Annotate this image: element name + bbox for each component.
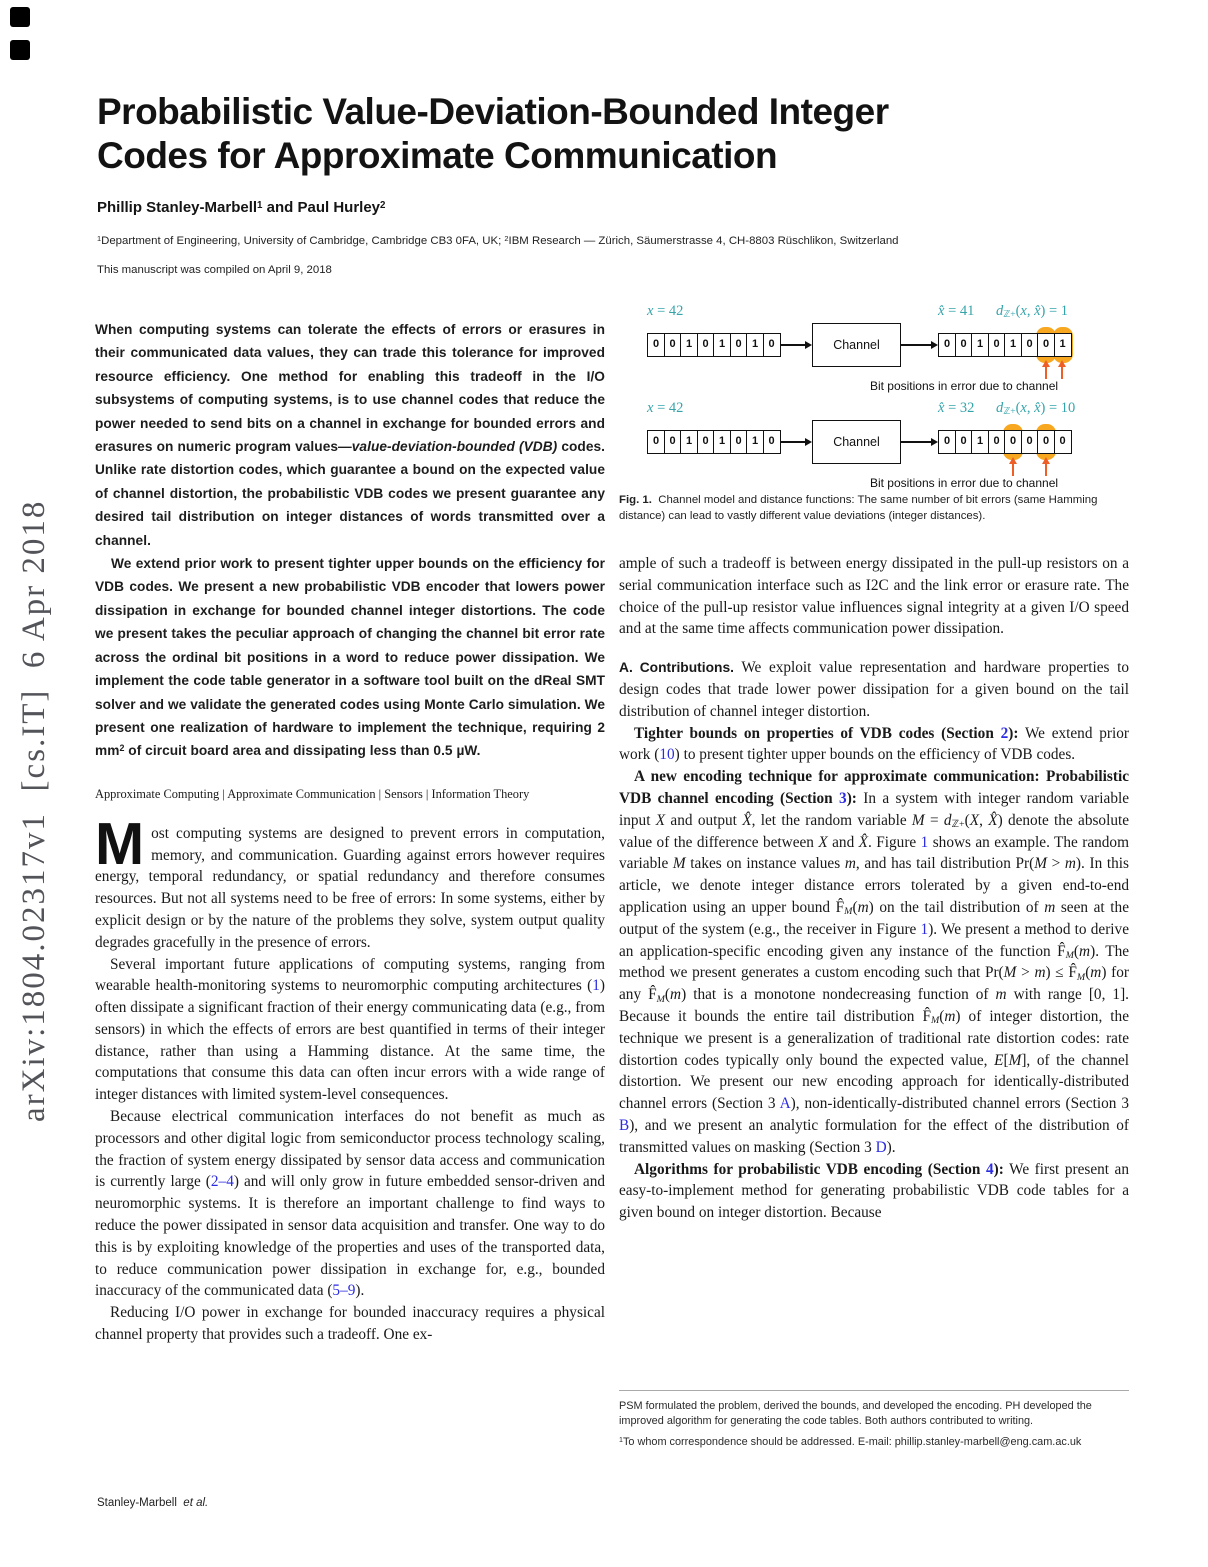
paper-title bbox=[97, 90, 1132, 178]
arxiv-stamp: arXiv:1804.02317v1 [cs.IT] 6 Apr 2018 bbox=[16, 499, 52, 1122]
bit-cell: 0 bbox=[697, 333, 715, 357]
title-line-1: Probabilistic Value-Deviation-Bounded Integer bbox=[97, 91, 889, 132]
bit-cell: 1 bbox=[713, 430, 731, 454]
bit-cell: 0 bbox=[1054, 430, 1072, 454]
bit-cell: 1 bbox=[713, 333, 731, 357]
input-bit-row bbox=[647, 333, 781, 357]
algorithms-paragraph: Algorithms for probabilistic VDB encoding (Section 4): We first present an easy-to-implement method for generating probabilistic VDB code tables for a given bound on integer distortion. Because bbox=[619, 1160, 1129, 1222]
channel-box-label: Channel bbox=[833, 435, 880, 449]
integer-distance-label: $d_{ℤ+}(x$, x̂) = 10 bbox=[996, 400, 1076, 418]
citation-link[interactable]: 5–9 bbox=[332, 1282, 356, 1300]
citation-link[interactable]: D bbox=[875, 1138, 887, 1156]
corner-mark-icon bbox=[10, 40, 30, 60]
corner-mark-icon bbox=[10, 7, 30, 27]
abstract bbox=[95, 318, 605, 763]
citation-link[interactable]: 1 bbox=[592, 977, 600, 995]
error-arrow-icon bbox=[1045, 463, 1047, 476]
channel-box bbox=[812, 323, 901, 367]
bit-cell: 1 bbox=[746, 333, 764, 357]
dropcap-letter: M bbox=[95, 810, 145, 877]
compiled-date-line: This manuscript was compiled on April 9, 2018 bbox=[97, 264, 332, 276]
citation-link[interactable]: 3 bbox=[839, 789, 847, 807]
bit-cell: 0 bbox=[938, 333, 956, 357]
citation-link[interactable]: A bbox=[779, 1095, 791, 1113]
intro-paragraph-4: Reducing I/O power in exchange for bounded inaccuracy requires a physical channel property that provides such a tradeoff. One ex- bbox=[95, 1304, 605, 1344]
input-value-label: x = 42 bbox=[647, 400, 684, 416]
output-bit-row bbox=[938, 333, 1072, 357]
bit-cell: 0 bbox=[647, 430, 665, 454]
page-footer-author: Stanley-Marbell et al. bbox=[97, 1497, 209, 1509]
output-value-label: x̂ = 32 bbox=[938, 400, 975, 416]
abstract-paragraph-2: We extend prior work to present tighter upper bounds on the efficiency for VDB codes. We present a new probabilistic VDB encoder that lowers power dissipation in exchange for bounded channel integer distortions. The code we present takes the peculiar approach of changing the channel bit error rate across the ordinal bit positions in a word to reduce power dissipation. We implement the code table generator in a software tool built on the dReal SMT solver and we validate the generated codes using Monte Carlo simulation. We present one realization of hardware to implement the technique, requiring 2 $mm^2$ of circuit board area and dissipating less than 0.5 µW. bbox=[95, 556, 605, 759]
bit-cell: 1 bbox=[971, 430, 989, 454]
bit-cell: 0 bbox=[763, 333, 781, 357]
correspondence-footnote: $^1$To whom correspondence should be addressed. E-mail: phillip.stanley-marbell@eng.cam.ac.uk bbox=[619, 1435, 1082, 1448]
input-bit-row bbox=[647, 430, 781, 454]
bit-error-caption: Bit positions in error due to channel bbox=[869, 476, 1059, 490]
two-column-body bbox=[95, 303, 1129, 1346]
bit-cell: 1 bbox=[680, 430, 698, 454]
bit-cell: 0 bbox=[955, 333, 973, 357]
intro-paragraph-3: Because electrical communication interfaces do not benefit as much as processors and other digital logic from semiconductor process technology scaling, the fraction of system energy dissipated by sensor data access and communication is currently large (2–4) and will only grow in future embedded sensor-driven and neuromorphic systems. It is therefore an important challenge to find ways to reduce the power dissipated in sensor data acquisition and transfer. One way to do this is by exploiting knowledge of the properties and uses of the transported data, to reduce communication power dissipation in exchange for, e.g., bounded inaccuracy of the communicated data (5–9). bbox=[95, 1108, 605, 1300]
error-arrow-icon bbox=[1012, 463, 1014, 476]
bit-cell: 0 bbox=[730, 333, 748, 357]
bit-cell: 1 bbox=[1054, 333, 1072, 357]
abstract-paragraph-1: When computing systems can tolerate the effects of errors or erasures in their communicated data values, they can trade this tolerance for improved resource efficiency. One method for enabling this tradeoff in the I/O subsystems of computing systems, is to use channel codes that reduce the power needed to send bits on a channel in exchange for bounded errors and erasures on numeric program values—value-deviation-bounded (VDB) codes. Unlike rate distortion codes, which guarantee a bound on the expected value of channel distortion, the probabilistic VDB codes we present guarantee any desired tail distribution on integer distances of words transmitted over a channel. bbox=[95, 322, 605, 548]
citation-link[interactable]: 2–4 bbox=[210, 1173, 234, 1191]
channel-box bbox=[812, 420, 901, 464]
right-column-text bbox=[619, 553, 1129, 1224]
channel-model-row bbox=[619, 303, 1129, 399]
bit-cell: 1 bbox=[971, 333, 989, 357]
citation-link[interactable]: 1 bbox=[920, 833, 929, 851]
bit-cell: 0 bbox=[1021, 333, 1039, 357]
bit-cell: 1 bbox=[1004, 333, 1022, 357]
bit-cell: 0 bbox=[988, 333, 1006, 357]
bit-cell: 0 bbox=[1037, 333, 1055, 357]
figure-1-diagram bbox=[619, 303, 1129, 535]
footnote-block bbox=[619, 1390, 1129, 1450]
affiliations-line: $^1$Department of Engineering, University of Cambridge, Cambridge CB3 0FA, UK; $^2$IBM Research — Zürich, Säumerstrasse 4, CH-8803 Rüschlikon, Switzerland bbox=[97, 233, 899, 247]
error-arrow-icon bbox=[1045, 366, 1047, 379]
citation-link[interactable]: 2 bbox=[1000, 724, 1009, 742]
bit-cell: 0 bbox=[1037, 430, 1055, 454]
continuation-paragraph: ample of such a tradeoff is between energy dissipated in the pull-up resistors on a serial communication interface such as I2C and the link error or erasure rate. The choice of the pull-up resistor value influences signal integrity at a given I/O speed and at the same time affects communication power dissipation. bbox=[619, 555, 1129, 638]
citation-link[interactable]: 10 bbox=[659, 746, 675, 764]
arrow-from-channel-icon bbox=[901, 344, 931, 346]
bit-cell: 0 bbox=[763, 430, 781, 454]
bit-cell: 0 bbox=[988, 430, 1006, 454]
bit-cell: 1 bbox=[746, 430, 764, 454]
citation-link[interactable]: 4 bbox=[985, 1160, 994, 1178]
error-arrow-icon bbox=[1061, 366, 1063, 379]
bit-cell: 0 bbox=[647, 333, 665, 357]
citation-link[interactable]: B bbox=[619, 1116, 630, 1134]
citation-link[interactable]: 1 bbox=[920, 920, 929, 938]
bit-cell: 0 bbox=[938, 430, 956, 454]
channel-box-label: Channel bbox=[833, 338, 880, 352]
paper-header bbox=[97, 90, 1132, 276]
arrow-from-channel-icon bbox=[901, 441, 931, 443]
intro-paragraph-1-text: ost computing systems are designed to prevent errors in computation, memory, and communication. Guarding against errors however requires energy, temporal redundancy, or spatial redundancy and therefore consumes resources. But not all systems need to be free of errors: In some systems, either by explicit design or by the nature of the problems they solve, system output quality degrades gracefully in the presence of errors. bbox=[95, 824, 605, 951]
bit-cell: 0 bbox=[697, 430, 715, 454]
keywords-line: Approximate Computing | Approximate Communication | Sensors | Information Theory bbox=[95, 786, 530, 801]
input-value-label: x = 42 bbox=[647, 303, 684, 319]
new-encoding-paragraph: A new encoding technique for approximate communication: Probabilistic VDB channel encoding (Section 3): In a system with integer random variable input X and output X̂, let the random variable $M = d_{ℤ+}(X$, X̂) denote the absolute value of the difference between X and X̂. Figure 1 shows an example. The random variable M takes on instance values m, and has tail distribution Pr(M > m). In this article, we denote integer distance errors tolerated by a given end-to-end application using an upper bound $F̂_M(m)$ on the tail distribution of m seen at the output of the system (e.g., the receiver in Figure 1). We present a method to derive an application-specific encoding given any instance of the function $F̂_M(m)$. The method we present generates a custom encoding such that $Pr(M > m) \le F̂_M(m)$ for any $F̂_M(m)$ that is a monotone nondecreasing function of m with range [0, 1]. Because it bounds the entire tail distribution $F̂_M(m)$ of integer distortion, the technique we present is a generalization of traditional rate distortion codes: rate distortion codes typically only bound the expected value, E[M], of the channel distortion. We present our new encoding approach for identically-distributed channel errors (Section 3 A), non-identically-distributed channel errors (Section 3 B), and we present an analytic formulation for the effect of the distribution of transmitted values on masking (Section 3 D). bbox=[619, 768, 1130, 1156]
contributions-section: A. Contributions. We exploit value representation and hardware properties to design codes that trade lower power dissipation for a given bound on the tail distribution of channel integer distortion. bbox=[619, 659, 1129, 720]
bit-cell: 0 bbox=[955, 430, 973, 454]
bit-cell: 0 bbox=[1004, 430, 1022, 454]
intro-paragraph-1 bbox=[95, 810, 605, 954]
output-value-label: x̂ = 41 bbox=[938, 303, 975, 319]
bit-cell: 1 bbox=[680, 333, 698, 357]
channel-model-row bbox=[619, 400, 1129, 496]
bit-cell: 0 bbox=[1021, 430, 1039, 454]
integer-distance-label: $d_{ℤ+}(x$, x̂) = 1 bbox=[996, 303, 1069, 321]
author-contributions-footnote: PSM formulated the problem, derived the bounds, and developed the encoding. PH developed the improved algorithm for generating the code tables. Both authors contributed to writing. bbox=[619, 1400, 1092, 1427]
tighter-bounds-paragraph: Tighter bounds on properties of VDB codes (Section 2): We extend prior work (10) to present tighter upper bounds on the efficiency of VDB codes. bbox=[619, 724, 1129, 764]
bit-cell: 0 bbox=[664, 430, 682, 454]
bit-cell: 0 bbox=[664, 333, 682, 357]
introduction-text bbox=[95, 810, 605, 1346]
figure-1-caption: Fig. 1. Channel model and distance functions: The same number of bit errors (same Hamming distance) can lead to vastly different value deviations (integer distances). bbox=[619, 494, 1098, 522]
bit-error-caption: Bit positions in error due to channel bbox=[869, 379, 1059, 393]
title-line-2: Codes for Approximate Communication bbox=[97, 135, 778, 176]
output-bit-row bbox=[938, 430, 1072, 454]
authors-line: Phillip Stanley-Marbell$^1$ and Paul Hurley$^2$ bbox=[97, 199, 386, 216]
right-column bbox=[619, 303, 1129, 1346]
bit-cell: 0 bbox=[730, 430, 748, 454]
intro-paragraph-2: Several important future applications of computing systems, ranging from wearable health-monitoring systems to neuromorphic computing architectures (1) often dissipate a significant fraction of their energy communicating data (e.g., from sensors) in which the effects of errors are best quantified in terms of their integer distance, rather than using a Hamming distance. At the same time, the computations that consume this data can often incur errors with a wide range of integer distances with limited system-level consequences. bbox=[95, 955, 605, 1104]
left-column bbox=[95, 303, 605, 1346]
